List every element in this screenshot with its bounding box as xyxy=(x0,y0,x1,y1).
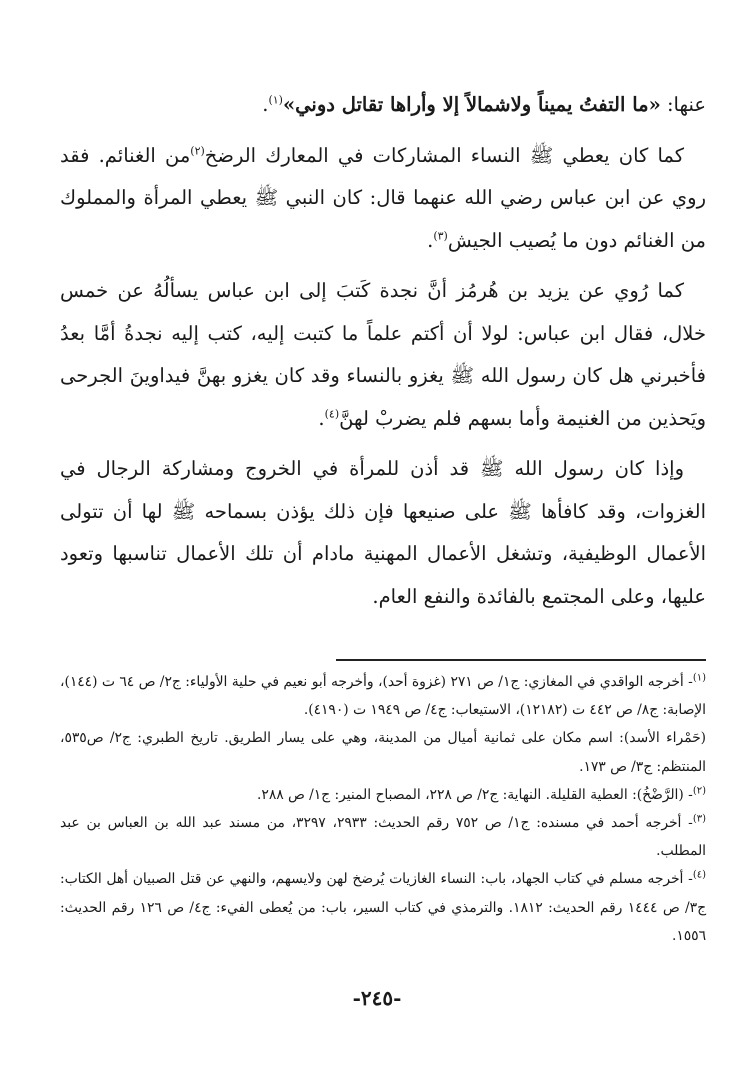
footnote-text: - (الرَّضْخُ): العطية القليلة. النهاية: ج٢/ ص ٢٢٨، المصباح المنير: ج١/ ص ٢٨٨. xyxy=(257,786,693,803)
paragraph-2 xyxy=(60,135,706,263)
paragraph-1-lead: عنها: xyxy=(660,93,706,116)
footnote-text: - أخرجه الواقدي في المغازي: ج١/ ص ٢٧١ (غزوة أحد)، وأخرجه أبو نعيم في حلية الأولياء: ج٢/ ص ٦٤ ت (١٤٤)، الإصابة: ج٨/ ص ٤٤٢ ت (١٢١٨٢)، الاستيعاب: ج٤/ ص ١٩٤٩ ت (٤١٩٠). xyxy=(60,674,706,719)
footnote-ref-4: (٤) xyxy=(324,407,340,420)
footnote-1 xyxy=(60,668,706,724)
footnote-text: - أخرجه مسلم في كتاب الجهاد، باب: النساء الغازيات يُرضخ لهن ولايسهم، والنهي عن قتل الصبيان أهل الكتاب: ج٣/ ص ١٤٤٤ رقم الحديث: ١٨١٢. والترمذي في كتاب السير، باب: من يُعطى الفيء: ج٤/ ص ١٢٦ رقم الحديث: ١٥٥٦. xyxy=(60,871,706,944)
footnotes xyxy=(60,668,706,950)
footnote-number: (٢) xyxy=(692,785,706,797)
footnote-ref-2: (٢) xyxy=(190,144,205,157)
footnote-3 xyxy=(60,809,706,865)
paragraph-1-tail: . xyxy=(262,93,269,116)
paragraph-2-part1: كما كان يعطي ﷺ النساء المشاركات في المعارك الرضخ xyxy=(204,143,684,167)
footnote-text: - أخرجه أحمد في مسنده: ج١/ ص ٧٥٢ رقم الحديث: ٢٩٣٣، ٣٢٩٧، من مسند عبد الله بن العباس بن عبد المطلب. xyxy=(60,815,706,860)
footnote-number: (٤) xyxy=(692,869,706,881)
paragraph-1 xyxy=(60,84,706,127)
paragraph-3 xyxy=(60,270,706,440)
paragraph-4: وإذا كان رسول الله ﷺ قد أذن للمرأة في الخروج ومشاركة الرجال في الغزوات، وقد كافأها ﷺ على صنيعها فإن ذلك يؤذن بسماحه ﷺ لها أن تتولى الأعمال الوظيفية، وتشغل الأعمال المهنية مادام أن تلك الأعمال تناسبها وتعود عليها، وعلى المجتمع بالفائدة والنفع العام. xyxy=(60,457,706,608)
paragraph-3-part1: كما رُوي عن يزيد بن هُرمُز أنَّ نجدة كَتبَ إلى ابن عباس يسألُهُ عن خمس خلال، فقال ابن عباس: لولا أن أكتم علماً ما كتبت إليه، كتب إليه نجدةُ أمَّا بعدُ فأخبرني هل كان رسول الله ﷺ يغزو بالنساء وقد كان يغزو بهنَّ فيداوينَ الجرحى ويَحذين من الغنيمة وأما بسهم فلم يضربْ لهنَّ xyxy=(60,279,706,430)
paragraph-2-part2: من الغنائم. فقد روي عن ابن عباس رضي الله عنهما قال: كان النبي ﷺ يعطي المرأة والمملوك من الغنائم دون ما يُصيب الجيش xyxy=(60,143,706,252)
paragraph-2-tail: . xyxy=(427,228,434,252)
paragraph-3-tail: . xyxy=(318,406,325,430)
footnote-number: (١) xyxy=(692,672,707,684)
quoted-saying: «ما التفتُ يميناً ولاشمالاً إلا وأراها تقاتل دوني» xyxy=(282,93,661,116)
footnote-4 xyxy=(60,865,706,950)
footnote-2 xyxy=(60,781,706,809)
footnote-ref-1: (١) xyxy=(268,93,283,107)
footnote-text: (حَمْراء الأسد): اسم مكان على ثمانية أميال من المدينة، وهي على يسار الطريق. تاريخ الطبري: ج٢/ ص٥٣٥، المنتظم: ج٣/ ص ١٧٣. xyxy=(60,730,706,775)
footnote-number: (٣) xyxy=(692,813,707,825)
footnote-divider xyxy=(336,659,706,661)
footnote-ref-3: (٣) xyxy=(433,229,448,242)
footnote-1-note xyxy=(60,724,706,780)
main-text xyxy=(60,84,706,618)
page-number: -٢٤٥- xyxy=(352,986,402,1010)
